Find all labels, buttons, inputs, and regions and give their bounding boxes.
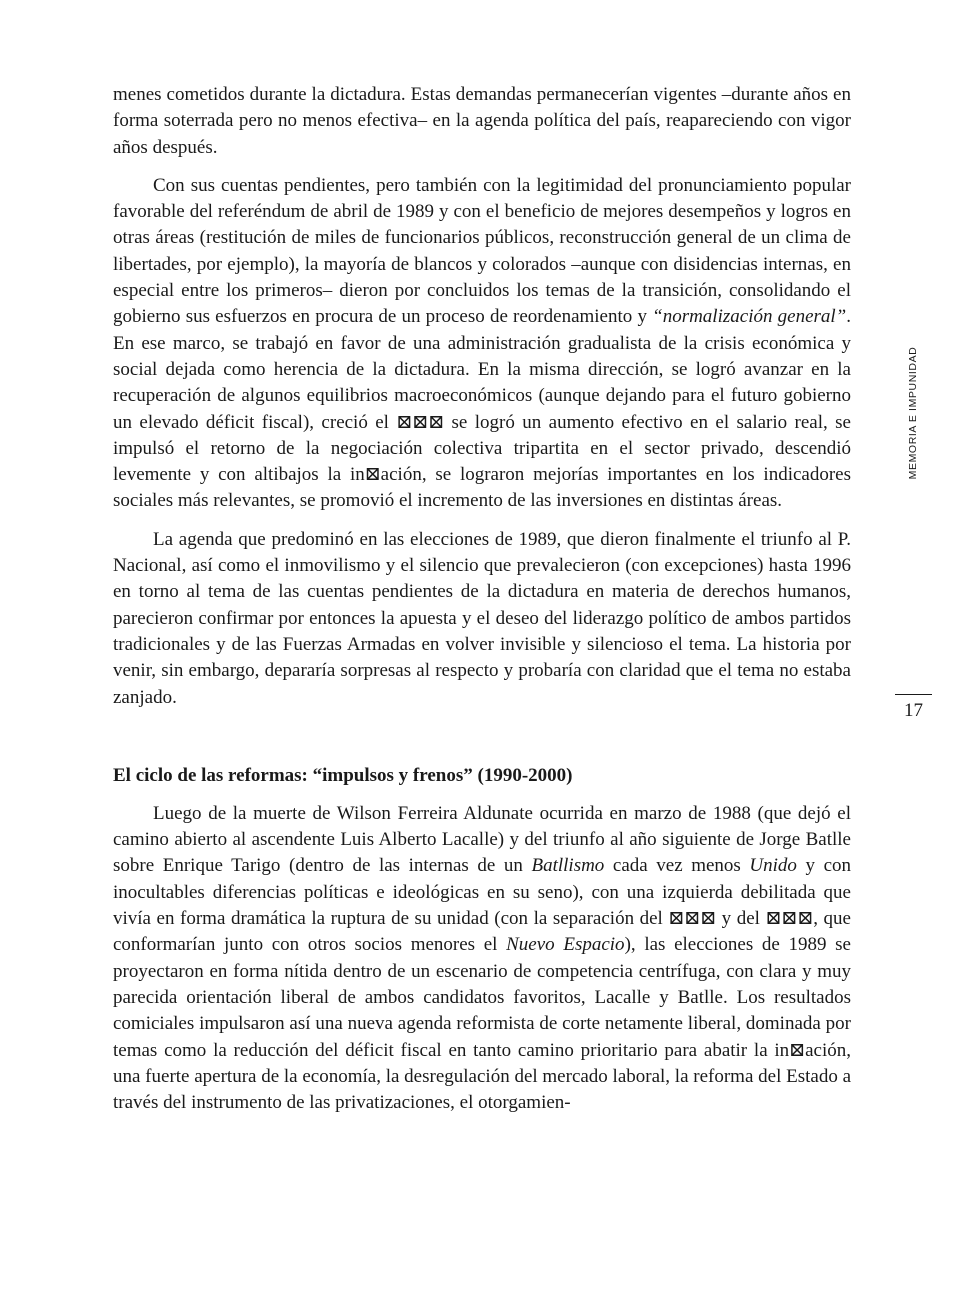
paragraph-4-part-2: cada vez menos	[604, 855, 750, 877]
paragraph-2-emphasis: “normalización general”	[652, 306, 847, 328]
paragraph-4-part-1: Luego de la muerte de Wilson Ferreira Aldunate ocurrida en marzo de 1988 (que dejó el camino abierto al ascendente Luis Alberto Lacalle) y del triunfo al año siguiente de Jorge Batlle sobre Enrique Tarigo (dentro de las internas de un	[113, 802, 851, 877]
paragraph-4-emphasis-1: Batllismo	[531, 855, 605, 877]
paragraph-3: La agenda que predominó en las elecciones de 1989, que dieron finalmente el triunfo al P. Nacional, así como el inmovilismo y el silencio que prevalecieron (con excepciones) hasta 1996 en torno al tema de las cuentas pendientes de la dictadura en materia de derechos humanos, parecieron confirmar por entonces la apuesta y el deseo del liderazgo político de ambos partidos tradicionales y de las Fuerzas Armadas en volver invisible y silencioso el tema. La historia por venir, sin embargo, depararía sorpresas al respecto y probaría con claridad que el tema no estaba zanjado.	[113, 528, 851, 708]
paragraph-4-emphasis-3: Nuevo Espacio	[506, 934, 625, 956]
paragraph-4-emphasis-2: Unido	[749, 855, 797, 877]
running-title-text: MEMORIA E IMPUNIDAD	[907, 346, 919, 479]
page-number: 17	[904, 700, 923, 721]
paragraph-4	[113, 801, 851, 1117]
paragraph-1: menes cometidos durante la dictadura. Estas demandas permanecerían vigentes –durante años en forma soterrada pero no menos efectiva– en la agenda política del país, reapareciendo con vigor años después.	[113, 84, 851, 158]
section-heading: El ciclo de las reformas: “impulsos y frenos” (1990-2000)	[113, 764, 573, 786]
paragraph-4-part-3: y con inocultables diferencias políticas e ideológicas en su seno), con una izquierda debilitada que vivía en forma dramática la ruptura de su unidad (con la separación del ⊠⊠⊠ y del ⊠⊠⊠, que conformarían junto con otros socios menores el	[113, 855, 851, 956]
running-title	[900, 340, 926, 485]
paragraph-4-part-4: ), las elecciones de 1989 se proyectaron en forma nítida dentro de un escenario de competencia centrífuga, con clara y muy parecida orientación liberal de ambos candidatos favoritos, Lacalle y Batlle. Los resultados comiciales impulsaron así una nueva agenda reformista de corte netamente liberal, dominada por temas como la reducción del déficit fiscal en tanto camino prioritario para abatir la in⊠ación, una fuerte apertura de la economía, la desregulación del mercado laboral, la reforma del Estado a través del instrumento de las privatizaciones, el otorgamien-	[113, 934, 852, 1114]
paragraph-2-part-2: . En ese marco, se trabajó en favor de una administración gradualista de la crisis económica y social dejada como herencia de la dictadura. En la misma dirección, se logró avanzar en la recuperación de algunos equilibrios macroeconómicos (aunque dejando para el futuro gobierno un elevado déficit fiscal), creció el ⊠⊠⊠ se logró un aumento efectivo en el salario real, se impulsó el retorno de la negociación colectiva tripartita en el sector privado, descendió levemente y con altibajos la in⊠ación, se lograron mejorías importantes en los indicadores sociales más relevantes, se promovió el incremento de las inversiones en distintas áreas.	[113, 306, 852, 512]
folio-rule	[895, 694, 932, 695]
paragraph-2	[113, 173, 851, 515]
paragraph-2-part-1: Con sus cuentas pendientes, pero también con la legitimidad del pronunciamiento popular favorable del referéndum de abril de 1989 y con el beneficio de mejores desempeños y logros en otras áreas (restitución de miles de funcionarios públicos, reconstrucción general de un clima de libertades, por ejemplo), la mayoría de blancos y colorados –aunque con disidencias internas, en especial entre los primeros– dieron por concluidos los temas de la transición, consolidando el gobierno sus esfuerzos en procura de un proceso de reordenamiento y	[113, 174, 851, 328]
body-text	[113, 82, 851, 1116]
